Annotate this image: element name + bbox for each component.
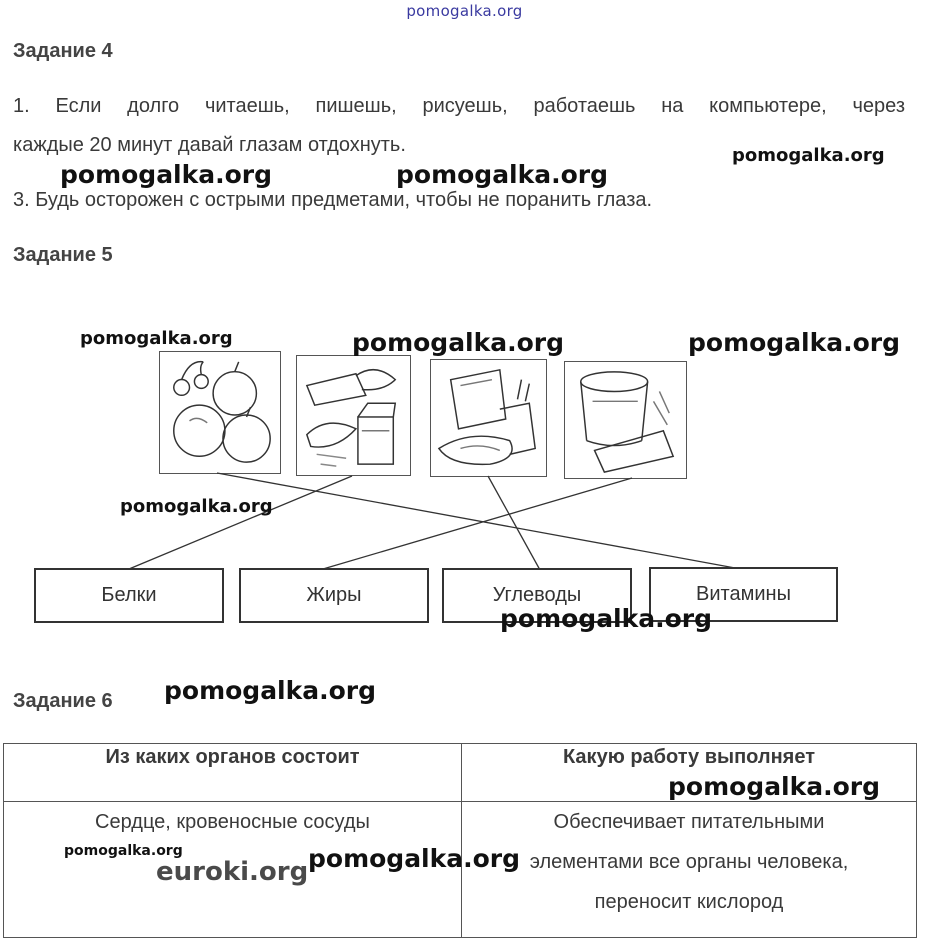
task4-item3: 3. Будь осторожен с острыми предметами, чтобы не поранить глаза. [13, 189, 653, 211]
top-watermark[interactable]: pomogalka.org [406, 2, 523, 20]
proteins-box: Белки [34, 568, 224, 623]
watermark[interactable]: pomogalka.org [688, 328, 901, 357]
watermark[interactable]: pomogalka.org [308, 844, 521, 873]
line-fish-proteins [129, 476, 352, 569]
task5-heading: Задание 5 [13, 244, 113, 266]
task4-item1-line1: 1. Если долго читаешь, пишешь, рисуешь, работаешь на компьютере, через [13, 95, 905, 117]
watermark[interactable]: pomogalka.org [500, 604, 713, 633]
task4-item1-line2: каждые 20 минут давай глазам отдохнуть. [13, 134, 406, 156]
line-bread-carbs [488, 476, 540, 570]
line-fruits-vitamins [217, 473, 746, 570]
table-cell-function: Обеспечивает питательными элементами все органы человека, переносит кислород [462, 802, 917, 938]
watermark[interactable]: pomogalka.org [120, 496, 273, 517]
vitamins-box: Витамины [649, 567, 838, 622]
carbohydrates-box: Углеводы [442, 568, 632, 623]
watermark[interactable]: pomogalka.org [396, 160, 609, 189]
watermark[interactable]: pomogalka.org [164, 676, 377, 705]
table-header-composition: Из каких органов состоит [4, 744, 462, 802]
watermark[interactable]: pomogalka.org [80, 328, 233, 349]
watermark[interactable]: pomogalka.org [732, 145, 885, 166]
euroki-watermark[interactable]: euroki.org [156, 857, 309, 887]
task6-heading: Задание 6 [13, 690, 113, 712]
task4-heading: Задание 4 [13, 40, 113, 62]
table-header-function: Какую работу выполняет [462, 744, 917, 802]
watermark[interactable]: pomogalka.org [60, 160, 273, 189]
fats-box: Жиры [239, 568, 429, 623]
line-sourcream-fats [323, 478, 632, 569]
watermark[interactable]: pomogalka.org [668, 772, 881, 801]
watermark[interactable]: pomogalka.org [352, 328, 565, 357]
watermark[interactable]: pomogalka.org [64, 843, 183, 859]
table-cell-composition: Сердце, кровеносные сосуды [4, 802, 462, 938]
